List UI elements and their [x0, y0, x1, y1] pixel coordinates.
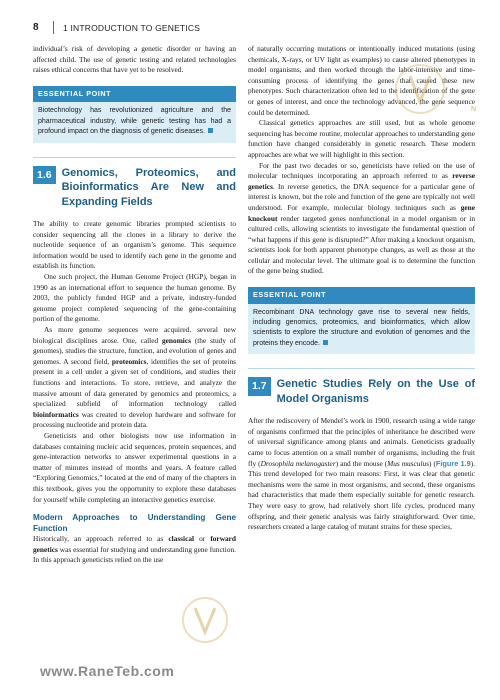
paragraph: Classical genetics approaches are still used, but as whole genome sequencing has become routine, molecular approaches to understanding gene function have changed considerably in genetic research. These modern approaches are what we will highlight in this section. [248, 118, 475, 159]
page-number: 8 [33, 22, 39, 33]
watermark-side-letter: N [471, 106, 478, 113]
essential-point-label: ESSENTIAL POINT [248, 287, 475, 304]
section-number: 1.7 [248, 377, 271, 396]
end-square-icon [208, 128, 213, 133]
key-term: bioinformatics [33, 409, 79, 419]
key-term: proteomics [111, 356, 147, 366]
essential-point-box [33, 86, 236, 143]
paragraph: Historically, an approach referred to as classical or forward genetics was essential for studying and understanding gene function. In this approach geneticists relied on the use [33, 534, 237, 565]
key-term: genomics [162, 335, 191, 345]
essential-point-text: Biotechnology has revolutionized agriculture and the pharmaceutical industry, while genetic testing has had a profound impact on the diagnosis of genetic diseases. [38, 107, 231, 136]
key-term: reverse genetics [248, 171, 475, 191]
key-term: gene knockout [248, 202, 475, 223]
section-heading-1-7 [248, 368, 475, 406]
watermark-site-text: www.RaneTeb.com [40, 663, 175, 679]
paragraph: As more genome sequences were acquired, several new biological disciplines arose. One, called genomics (the study of genomes), studies the structure, function, and evolution of genes and genomes. A second field, proteomics, identifies the set of proteins present in a cell under a given set of conditions, and studies their functions and interactions. To store, retrieve, and analyze the massive amount of data generated by genomics and proteomics, a specialized subfield of information technology called bioinformatics was created to develop hardware and software for processing nucleotide and protein data. [33, 325, 236, 430]
left-column [33, 44, 236, 566]
end-square-icon [323, 340, 328, 345]
paragraph: One such project, the Human Genome Project (HGP), began in 1990 as an international effort to sequence the human genome. By 2003, the publicly funded HGP and a private, industry-funded genome project completed sequencing of the gene-containing portion of the genome. [33, 272, 236, 324]
key-term: forward genetics [33, 534, 237, 554]
essential-point-label: ESSENTIAL POINT [33, 86, 236, 103]
running-header [33, 22, 480, 36]
section-title: Genomics, Proteomics, and Bioinformatics Are New and Expanding Fields [61, 166, 236, 208]
key-term: classical [168, 534, 195, 544]
subheading: Modern Approaches to Understanding Gene Function [33, 513, 236, 533]
watermark-logo-icon [165, 590, 245, 650]
section-heading-1-6 [33, 157, 236, 210]
right-column [248, 44, 478, 533]
intro-paragraph: individual’s risk of developing a genetic disorder or having an affected child. The use of genetic testing and related technologies raises ethical concerns that have yet to be resolved. [33, 44, 236, 75]
essential-point-text: Recombinant DNA technology gave rise to several new fields, including genomics, proteomics, and bioinformatics, which allow scientists to explore the structure and evolution of genomes and the proteins they encode. [253, 308, 470, 347]
paragraph: of naturally occurring mutations or intentionally induced mutations (using chemicals, X-rays, or UV light as examples) to cause altered phenotypes in model organisms, and then worked through the labor-intensive and time-consuming process of identifying the genes that caused these new phenotypes. Such characterization often led to the identification of the gene or genes of interest, and once the technology advanced, the gene sequence could be determined. [248, 44, 475, 117]
paragraph: For the past two decades or so, geneticists have relied on the use of molecular techniques incorporating an approach referred to as reverse genetics. In reverse genetics, the DNA sequence for a particular gene of interest is known, but the role and function of the gene are typically not well understood. For example, molecular biology techniques such as gene knockout render targeted genes nonfunctional in a model organism or in cultured cells, allowing scientists to investigate the fundamental question of “what happens if this gene is disrupted?” After making a knockout organism, scientists look for both apparent phenotype changes, as well as those at the cellular and molecular level. The ultimate goal is to determine the function of the gene being studied. [248, 160, 475, 276]
watermark-logo-icon [365, 62, 478, 117]
paragraph: The ability to create genomic libraries prompted scientists to consider sequencing all the clones in a library to derive the nucleotide sequence of an organism’s genome. This sequence information would be used to identify each gene in the genome and establish its function. [33, 219, 236, 271]
header-divider [53, 21, 54, 34]
chapter-title: 1 INTRODUCTION TO GENETICS [63, 23, 201, 33]
section-title: Genetic Studies Rely on the Use of Model Organisms [276, 378, 475, 405]
paragraph: Geneticists and other biologists now use information in databases containing nucleic acid sequences, protein sequences, and gene-interaction networks to answer experimental questions in a matter of minutes instead of months and years. A feature called “Exploring Genomics,” located at the end of many of the chapters in this textbook, gives you the opportunity to explore these databases for yourself while completing an interactive genetics exercise. [33, 430, 236, 504]
section-number: 1.6 [33, 166, 56, 185]
essential-point-box [248, 287, 475, 354]
figure-reference-link[interactable]: Figure 1.9 [435, 458, 471, 468]
paragraph: After the rediscovery of Mendel’s work in 1900, research using a wide range of organisms confirmed that the principles of inheritance he described were of universal significance among plants and animals. Geneticists gradually came to focus attention on a small number of organisms, including the fruit fly (Drosophila melanogaster) and the mouse (Mus musculus) (Figure 1.9). This trend developed for two main reasons: First, it was clear that genetic mechanisms were the same in most organisms, and second, these organisms had characteristics that made them especially suitable for genetic research. They were easy to grow, had relatively short life cycles, produced many offspring, and their genetic analysis was fairly straightforward. Over time, researchers created a large catalog of mutant strains for these species, [248, 416, 475, 532]
